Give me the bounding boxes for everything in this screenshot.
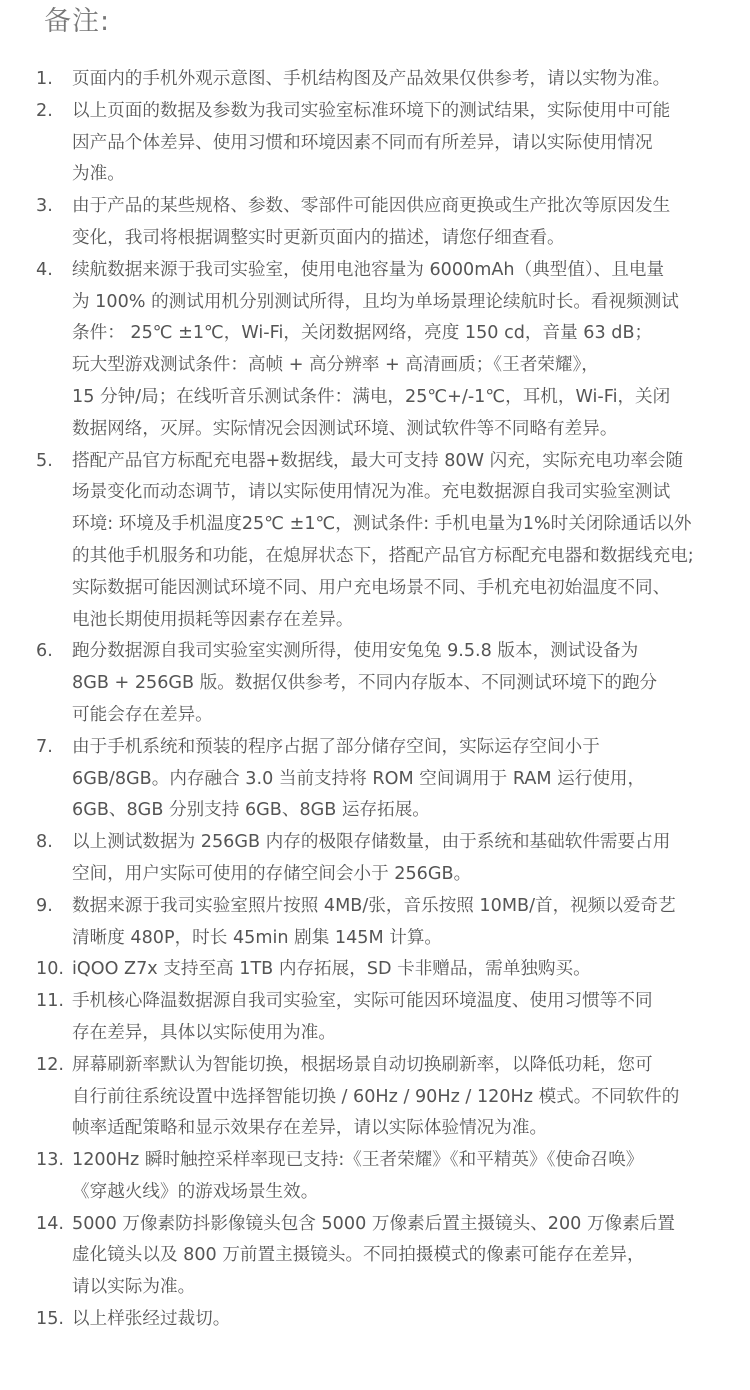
note-line: 续航数据来源于我司实验室，使用电池容量为 6000mAh（典型值）、且电量 <box>72 259 665 280</box>
note-line: 存在差异，具体以实际使用为准。 <box>72 1022 336 1043</box>
note-line: 场景变化而动态调节，请以实际使用情况为准。充电数据源自我司实验室测试 <box>72 482 671 503</box>
note-item <box>36 191 726 255</box>
note-line: 6GB/8GB。内存融合 3.0 当前支持将 ROM 空间调用于 RAM 运行使用， <box>72 768 646 789</box>
note-line: 电池长期使用损耗等因素存在差异。 <box>72 609 354 630</box>
note-number: 4. <box>36 259 53 280</box>
note-line: 为 100% 的测试用机分别测试所得，且均为单场景理论续航时长。看视频测试 <box>72 291 679 312</box>
note-number: 6. <box>36 641 53 662</box>
note-line: 因产品个体差异、使用习惯和环境因素不同而有所差异，请以实际使用情况 <box>72 132 653 153</box>
note-line: 15 分钟/局；在线听音乐测试条件：满电，25℃+/-1℃，耳机，Wi-Fi，关闭 <box>72 386 671 407</box>
note-line: 清晰度 480P，时长 45min 剧集 145M 计算。 <box>72 927 443 948</box>
note-line: 为准。 <box>72 164 125 185</box>
note-line: 以上样张经过裁切。 <box>72 1309 231 1330</box>
note-text <box>72 954 726 986</box>
note-item <box>36 1304 726 1336</box>
note-line: iQOO Z7x 支持至高 1TB 内存拓展，SD 卡非赠品，需单独购买。 <box>72 959 591 980</box>
note-line: 数据网络，灭屏。实际情况会因测试环境、测试软件等不同略有差异。 <box>72 418 618 439</box>
note-line: 环境: 环境及手机温度25℃ ±1℃，测试条件: 手机电量为1%时关闭除通话以外 <box>72 514 692 535</box>
note-line: 变化，我司将根据调整实时更新页面内的描述，请您仔细查看。 <box>72 227 565 248</box>
note-number: 3. <box>36 196 53 217</box>
note-line: 手机核心降温数据源自我司实验室，实际可能因环境温度、使用习惯等不同 <box>72 991 653 1012</box>
note-line: 由于产品的某些规格、参数、零部件可能因供应商更换或生产批次等原因发生 <box>72 196 671 217</box>
note-line: 数据来源于我司实验室照片按照 4MB/张，音乐按照 10MB/首，视频以爱奇艺 <box>72 895 676 916</box>
note-line: 空间，用户实际可使用的存储空间会小于 256GB。 <box>72 863 472 884</box>
note-number: 5. <box>36 450 53 471</box>
note-line: 以上测试数据为 256GB 内存的极限存储数量，由于系统和基础软件需要占用 <box>72 832 671 853</box>
note-line: 跑分数据源自我司实验室实测所得，使用安兔兔 9.5.8 版本，测试设备为 <box>72 641 639 662</box>
note-item <box>36 986 726 1050</box>
note-text <box>72 827 726 891</box>
note-line: 8GB + 256GB 版。数据仅供参考，不同内存版本、不同测试环境下的跑分 <box>72 673 658 694</box>
notes-list <box>36 64 726 1336</box>
note-number: 1. <box>36 69 53 89</box>
note-line: 的其他手机服务和功能，在熄屏状态下，搭配产品官方标配充电器和数据线充电; <box>72 545 694 566</box>
note-number: 15. <box>36 1309 64 1330</box>
note-line: 1200Hz 瞬时触控采样率现已支持:《王者荣耀》《和平精英》《使命召唤》 <box>72 1150 644 1171</box>
note-text <box>72 64 726 96</box>
note-line: 实际数据可能因测试环境不同、用户充电场景不同、手机充电初始温度不同、 <box>72 577 671 598</box>
note-number: 14. <box>36 1213 64 1234</box>
note-text <box>72 96 726 191</box>
note-item <box>36 891 726 955</box>
note-item <box>36 636 726 731</box>
note-text <box>72 1145 726 1209</box>
note-item <box>36 827 726 891</box>
note-line: 页面内的手机外观示意图、手机结构图及产品效果仅供参考，请以实物为准。 <box>72 69 671 89</box>
note-item <box>36 96 726 191</box>
note-text <box>72 1050 726 1145</box>
note-text <box>72 732 726 827</box>
note-number: 7. <box>36 736 53 757</box>
note-number: 12. <box>36 1054 64 1075</box>
note-text <box>72 191 726 255</box>
note-text <box>72 255 726 446</box>
note-item <box>36 1145 726 1209</box>
note-text <box>72 1209 726 1304</box>
note-text <box>72 891 726 955</box>
note-line: 自行前往系统设置中选择智能切换 / 60Hz / 90Hz / 120Hz 模式。不同软件的 <box>72 1086 680 1107</box>
note-line: 搭配产品官方标配充电器+数据线，最大可支持 80W 闪充，实际充电功率会随 <box>72 450 684 471</box>
note-item <box>36 1209 726 1304</box>
note-item <box>36 1050 726 1145</box>
note-text <box>72 986 726 1050</box>
note-line: 虚化镜头以及 800 万前置主摄镜头。不同拍摄模式的像素可能存在差异， <box>72 1245 645 1266</box>
note-item <box>36 255 726 446</box>
note-number: 9. <box>36 895 53 916</box>
note-line: 请以实际为准。 <box>72 1277 196 1298</box>
note-line: 由于手机系统和预装的程序占据了部分储存空间，实际运存空间小于 <box>72 736 600 757</box>
note-number: 13. <box>36 1150 64 1171</box>
note-line: 帧率适配策略和显示效果存在差异，请以实际体验情况为准。 <box>72 1118 548 1139</box>
note-number: 10. <box>36 959 64 980</box>
note-item <box>36 954 726 986</box>
note-text <box>72 636 726 731</box>
note-line: 条件： 25℃ ±1℃，Wi-Fi，关闭数据网络，亮度 150 cd，音量 63 dB； <box>72 323 653 344</box>
note-line: 玩大型游戏测试条件：高帧 + 高分辨率 + 高清画质；《王者荣耀》， <box>72 355 599 376</box>
note-line: 6GB、8GB 分别支持 6GB、8GB 运存拓展。 <box>72 800 430 821</box>
note-item <box>36 732 726 827</box>
note-line: 《穿越火线》的游戏场景生效。 <box>72 1181 319 1202</box>
note-line: 屏幕刷新率默认为智能切换，根据场景自动切换刷新率，以降低功耗，您可 <box>72 1054 653 1075</box>
note-item <box>36 446 726 637</box>
note-line: 5000 万像素防抖影像镜头包含 5000 万像素后置主摄镜头、200 万像素后置 <box>72 1213 675 1234</box>
note-text <box>72 446 726 637</box>
note-line: 可能会存在差异。 <box>72 704 213 725</box>
note-number: 11. <box>36 991 64 1012</box>
note-text <box>72 1304 726 1336</box>
note-line: 以上页面的数据及参数为我司实验室标准环境下的测试结果，实际使用中可能 <box>72 100 671 121</box>
page-title: 备注: <box>44 6 111 37</box>
note-number: 8. <box>36 832 53 853</box>
note-item <box>36 64 726 96</box>
note-number: 2. <box>36 100 53 121</box>
